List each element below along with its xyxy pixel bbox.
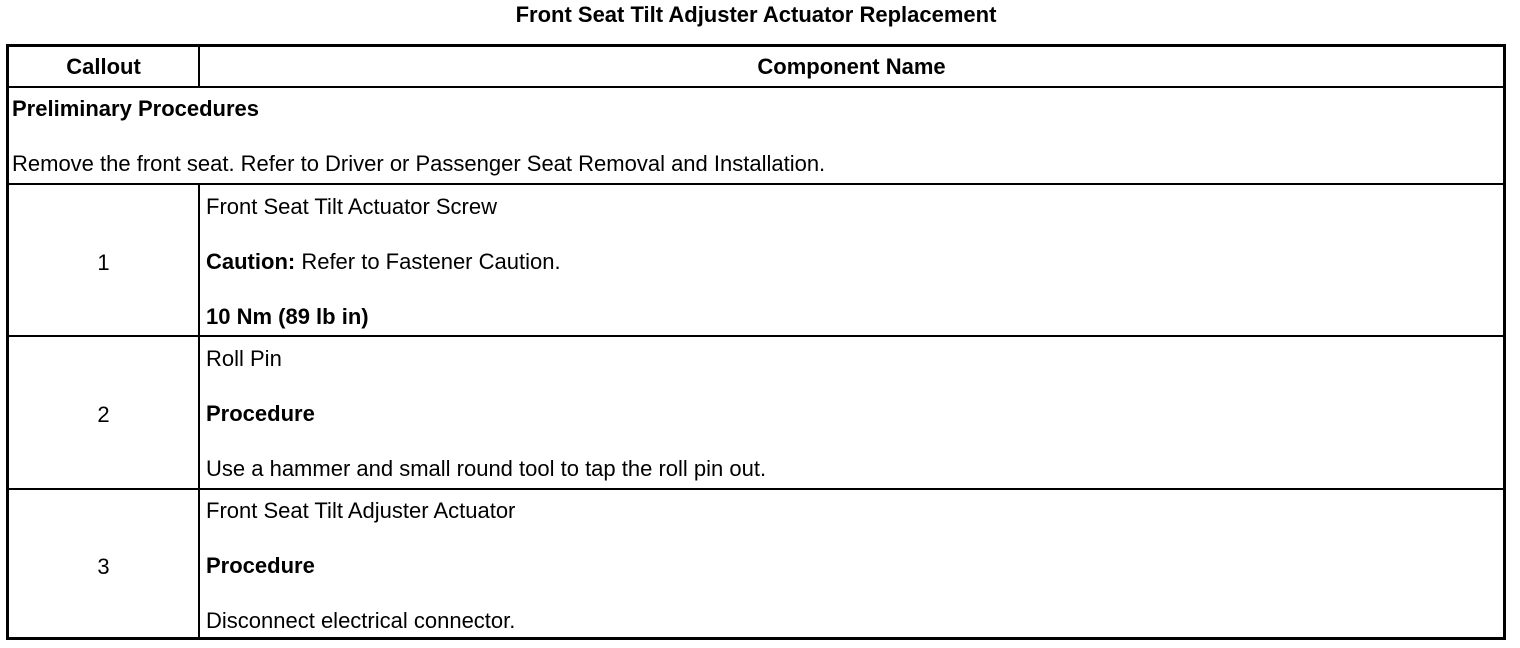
header-divider [6,86,1506,88]
row-2-procedure-text: Use a hammer and small round tool to tap the roll pin out. [206,456,767,481]
preliminary-text: Remove the front seat. Refer to Driver or Passenger Seat Removal and Installation. [12,151,826,176]
row-2-divider [6,488,1506,490]
caution-text: Refer to Fastener Caution. [295,249,561,274]
body-column-divider [198,184,200,638]
row-3-component-name: Front Seat Tilt Adjuster Actuator [206,498,516,523]
row-2-procedure-label: Procedure [206,401,315,426]
document-title: Front Seat Tilt Adjuster Actuator Replacement [515,2,997,27]
row-1-torque-spec: 10 Nm (89 lb in) [206,304,369,329]
row-1-caution [206,249,561,275]
row-1-component-name: Front Seat Tilt Actuator Screw [206,194,498,219]
row-3-callout: 3 [97,554,110,579]
component-table [6,44,1506,640]
header-component-name: Component Name [757,54,946,79]
row-3-procedure-text: Disconnect electrical connector. [206,608,516,633]
row-1-divider [6,335,1506,337]
row-1-callout: 1 [97,250,110,275]
caution-label: Caution: [206,249,296,274]
row-3-procedure-label: Procedure [206,553,315,578]
preliminary-divider [6,183,1506,185]
preliminary-heading: Preliminary Procedures [12,96,260,121]
header-callout: Callout [66,54,141,79]
row-2-component-name: Roll Pin [206,346,282,371]
row-2-callout: 2 [97,402,110,427]
